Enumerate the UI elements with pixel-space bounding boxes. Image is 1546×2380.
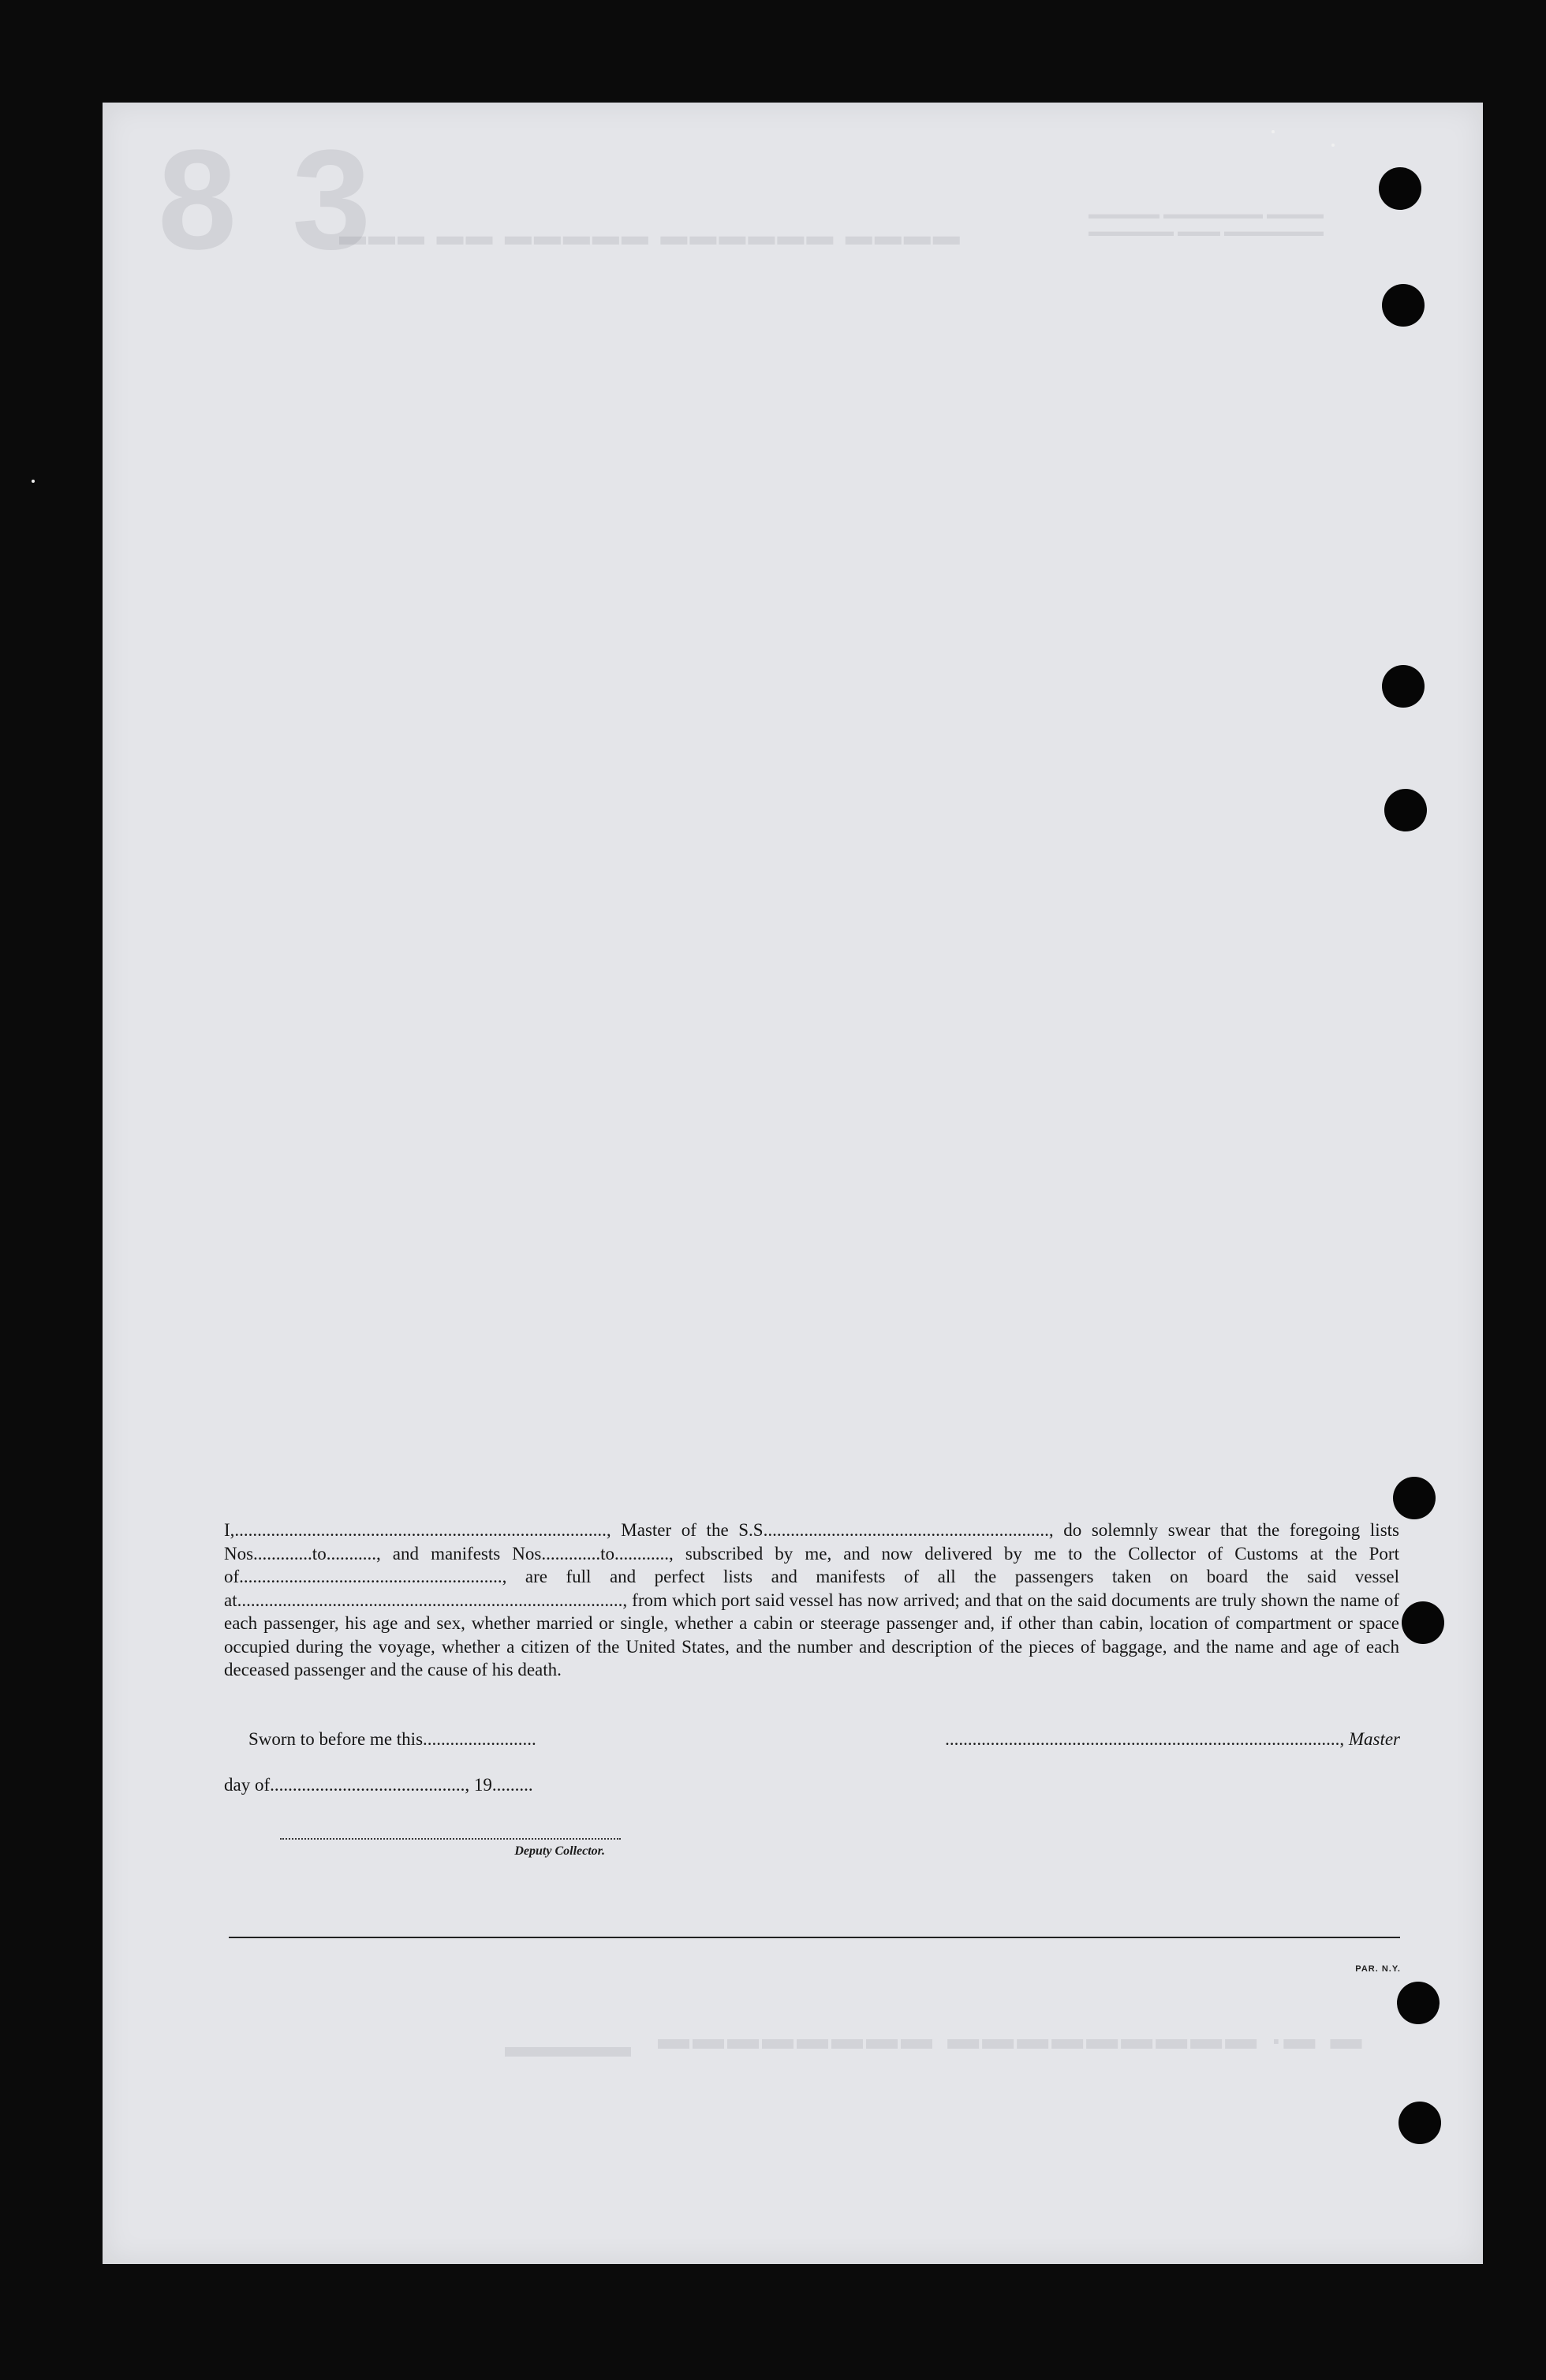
- bleed-through-number: 8 3: [158, 121, 379, 279]
- bleed-through-stamp: ▬ ▬. ▬▬▬▬▬▬▬▬▬ ▬▬▬▬▬▬▬▬: [655, 2032, 1362, 2067]
- punch-hole: [1402, 1601, 1444, 1644]
- punch-hole: [1382, 665, 1425, 708]
- master-label: Master: [1348, 1729, 1400, 1749]
- deputy-signature-line: [280, 1838, 621, 1840]
- footer-rule: [229, 1937, 1400, 1938]
- master-signature-line: [923, 1729, 1400, 1750]
- punch-hole: [1384, 789, 1427, 831]
- punch-hole: [1393, 1477, 1436, 1519]
- edge-speck: [1331, 144, 1335, 147]
- bleed-through-header: ▬▬▬ ▬▬ ▬▬▬▬▬ ▬▬▬▬▬▬ ▬▬▬▬: [339, 221, 962, 251]
- printer-mark: PAR. N.Y.: [1355, 1964, 1401, 1974]
- edge-speck: [32, 480, 35, 483]
- manifest-page: [103, 103, 1483, 2264]
- day-line: day of..........................................., 19.........: [224, 1775, 533, 1795]
- sworn-line: Sworn to before me this.........................: [248, 1729, 536, 1749]
- punch-hole: [1398, 2102, 1441, 2144]
- punch-hole: [1379, 167, 1421, 210]
- bleed-through-date: ▬▬▬▬: [505, 2040, 631, 2075]
- punch-hole: [1382, 284, 1425, 327]
- edge-speck: [1272, 130, 1275, 133]
- deputy-collector-label: Deputy Collector.: [514, 1844, 605, 1858]
- oath-text: I,.................................................................................., Master of the S.S..............................................................., do solemnly swear that the foregoing lists Nos.............to..........., and manifests Nos.............to............, subscribed by me, and now delivered by me to the Collector of Customs at the Port of.........................................................., are full and perfect lists and manifests of all the passengers taken on board the said vessel at....................................................................................., from which port said vessel has now arrived; and that on the said documents are truly shown the name of each passenger, his age and sex, whether married or single, whether a cabin or steerage passenger and, if other than cabin, location of compartment or space occupied during the voyage, whether a citizen of the United States, and the number and description of the pieces of baggage, and the name and age of each deceased passenger and the cause of his death.: [224, 1520, 1399, 1679]
- master-signature-dots: .......................................................................................,: [945, 1729, 1345, 1749]
- master-oath-paragraph: [224, 1519, 1399, 1682]
- bleed-through-subheader: ▬▬▬▬▬ ▬▬▬▬▬▬▬ ▬▬▬▬ ▬▬▬▬▬▬ ▬▬▬ ▬▬▬▬▬▬▬: [1089, 206, 1324, 239]
- punch-hole: [1397, 1982, 1440, 2024]
